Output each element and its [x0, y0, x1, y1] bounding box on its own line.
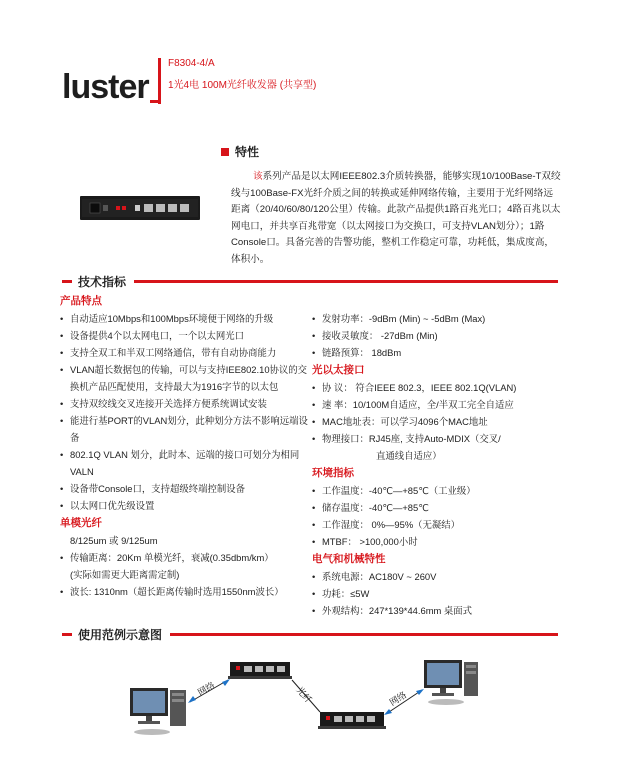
list-item: • 储存温度：-40℃—+85℃	[312, 499, 562, 516]
dash-icon	[62, 633, 72, 636]
usage-heading: 使用范例示意图	[78, 627, 163, 642]
logo-accent-underline	[150, 100, 161, 103]
dash-icon	[62, 280, 72, 283]
specs-heading: 技术指标	[78, 274, 127, 289]
features-heading	[221, 143, 259, 160]
product-subtitle: 1光4电 100M光纤收发器 (共享型)	[168, 80, 317, 91]
list-item: • 链路预算： 18dBm	[312, 344, 562, 361]
intro-lead-char: 该	[253, 171, 263, 182]
product-model: F8304-4/A	[168, 58, 215, 69]
fiber-distance: • 传输距离：20Km 单模光纤，衰减(0.35dbm/km）	[60, 549, 316, 566]
usage-heading-bar	[62, 627, 558, 641]
single-mode-fiber-heading: 单模光纤	[60, 517, 102, 529]
computer-left-icon	[130, 688, 186, 735]
list-item: • 支持全双工和半双工网络通信，带有自动协商能力	[60, 344, 316, 361]
list-item: • 设备提供4个以太网电口，一个以太网光口	[60, 327, 316, 344]
specs-right-column	[312, 310, 562, 619]
transceiver-top-icon	[228, 662, 292, 679]
intro-body: 系列产品是以太网IEEE802.3介质转换器，能够实现10/100Base-T双绞线与100Base-FX光纤介质之间的转换或延伸网络传输，主要用于光纤网络远距离（20/40/60/80/120公里）传输。此款产品提供1路百兆光口；4路百兆以太网电口，并共享百兆带宽（以太网接口为交换口，可支持VLAN划分）；1路Console口。具备完善的告警功能，整机工作稳定可靠，功耗低，集成度高，体积小。	[231, 171, 561, 265]
specs-heading-bar	[62, 274, 558, 288]
features-heading-text: 特性	[235, 145, 260, 159]
physical-interface-cont: 直通线自适应）	[376, 450, 442, 461]
list-item: • 能进行基PORT的VLAN划分，此种划分方法不影响远端设备	[60, 412, 316, 446]
list-item: • 工作温度：-40℃—+85℃（工业级）	[312, 482, 562, 499]
list-item: • 物理接口：RJ45座, 支持Auto-MDIX（交叉/	[312, 430, 562, 447]
wavelength: • 波长: 1310nm（超长距离传输时选用1550nm波长）	[60, 583, 316, 600]
square-bullet-icon	[221, 148, 229, 156]
transceiver-device-image	[80, 196, 200, 220]
optical-ethernet-heading: 光以太接口	[312, 364, 365, 376]
environment-heading: 环境指标	[312, 467, 354, 479]
list-item: • 以太网口优先级设置	[60, 497, 316, 514]
transceiver-bottom-icon	[318, 712, 386, 729]
label-network-right: 网络	[388, 690, 409, 709]
list-item: • 发射功率：-9dBm (Min) ~ -5dBm (Max)	[312, 310, 562, 327]
arrow-icon	[188, 696, 196, 703]
brand-logo: luster	[62, 68, 149, 106]
product-features-heading: 产品特点	[60, 295, 102, 307]
electrical-heading: 电气和机械特性	[312, 553, 386, 565]
usage-diagram	[120, 650, 480, 762]
list-item: • 接收灵敏度： -27dBm (Min)	[312, 327, 562, 344]
label-fiber: 光纤	[293, 685, 313, 706]
list-item: • 系统电源：AC180V ~ 260V	[312, 568, 562, 585]
fiber-note: (实际如需更大距离需定制)	[70, 569, 180, 580]
list-item: • 速 率：10/100M自适应，全/半双工完全自适应	[312, 396, 562, 413]
list-item: • 802.1Q VLAN 划分，此时本、远端的接口可划分为相同VALN	[60, 446, 316, 480]
specs-left-column	[60, 292, 316, 600]
computer-right-icon	[424, 660, 478, 705]
arrow-icon	[416, 689, 424, 695]
label-network-left: 网络	[196, 680, 218, 699]
logo-accent-bar	[158, 58, 161, 104]
features-intro	[231, 169, 561, 269]
list-item: • 设备带Console口，支持超级终端控制设备	[60, 480, 316, 497]
list-item: • VLAN超长数据包的传输，可以与支持IEE802.10协议的交换机产品匹配使用，支持最大为1916字节的以太包	[60, 361, 316, 395]
list-item: • 自动适应10Mbps和100Mbps环境便于网络的升级	[60, 310, 316, 327]
list-item: • 工作湿度： 0%—95%（无凝结）	[312, 516, 562, 533]
divider-line	[170, 633, 558, 636]
list-item: • 支持双绞线交叉连接开关选择方便系统调试安装	[60, 395, 316, 412]
list-item: • MTBF： >100,000小时	[312, 533, 562, 550]
arrow-icon	[384, 709, 392, 715]
divider-line	[134, 280, 558, 283]
list-item: • MAC地址表：可以学习4096个MAC地址	[312, 413, 562, 430]
list-item: • 协 议： 符合IEEE 802.3，IEEE 802.1Q(VLAN)	[312, 379, 562, 396]
fiber-size: 8/125um 或 9/125um	[70, 535, 158, 546]
list-item: • 外观结构：247*139*44.6mm 桌面式	[312, 602, 562, 619]
list-item: • 功耗：≤5W	[312, 585, 562, 602]
arrow-icon	[222, 679, 230, 686]
